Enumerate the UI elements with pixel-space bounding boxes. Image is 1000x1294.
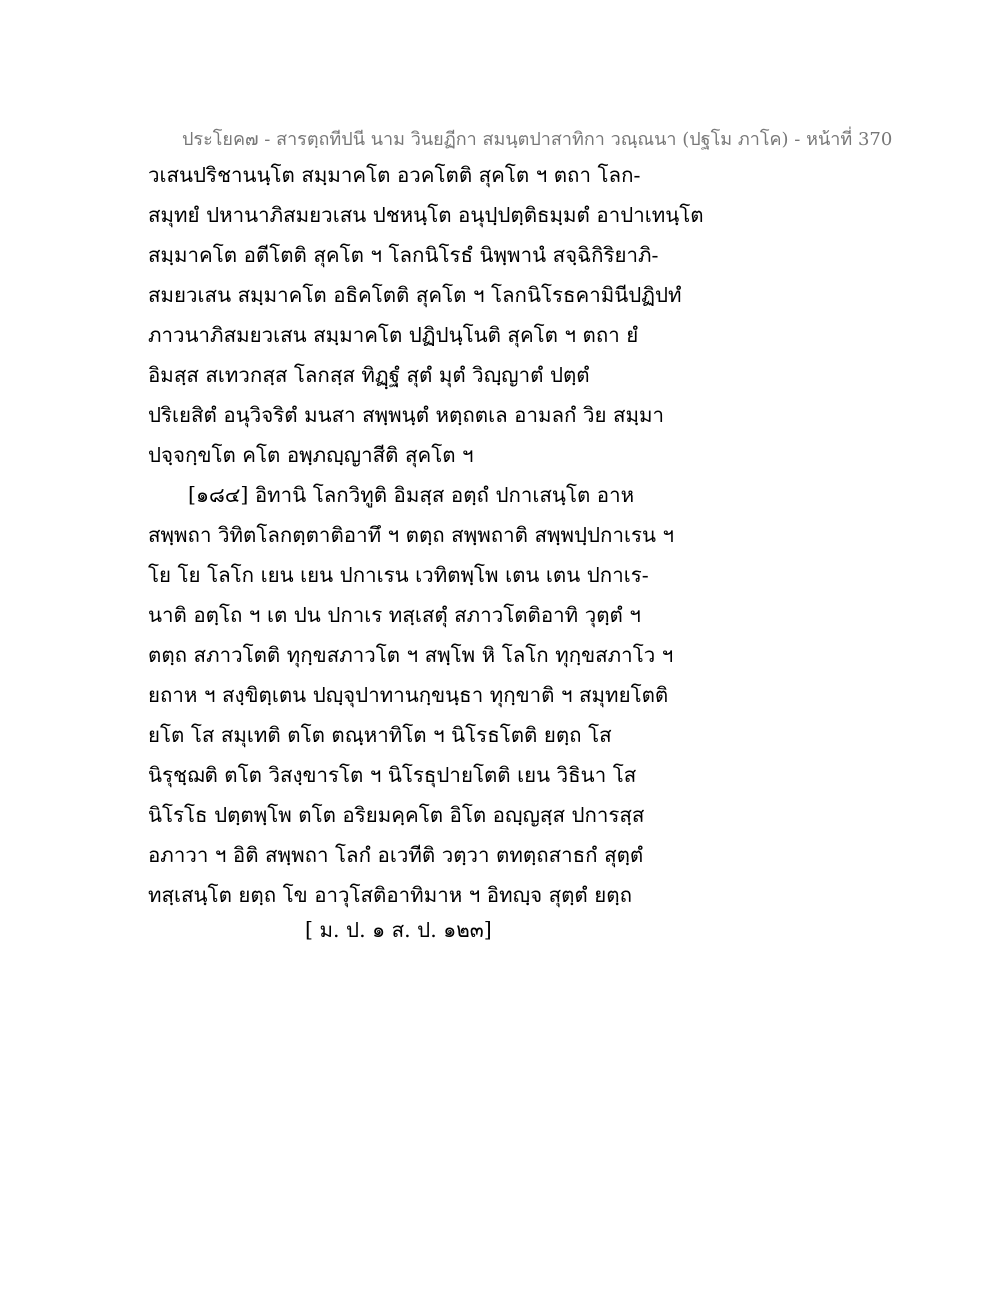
text-line: นิโรโธ ปตฺตพฺโพ ตโต อริยมคฺคโต อิโต อญฺญสฺส ปการสฺส <box>148 803 645 827</box>
text-line: อิมสฺส สเทวกสฺส โลกสฺส ทิฏฺฐํ สุตํ มุตํ วิญฺญาตํ ปตฺตํ <box>148 363 590 387</box>
text-line: ปจฺจกฺขโต คโต อพฺภญฺญาสีติ สุคโต ฯ <box>148 443 474 467</box>
text-line: สมุทยํ ปหานาภิสมยวเสน ปชหนฺโต อนุปฺปตฺติธมฺมตํ อาปาเทนฺโต <box>148 203 704 227</box>
text-line: ทสฺเสนฺโต ยตฺถ โข อาวุโสติอาทิมาห ฯ อิทญฺจ สุตฺตํ ยตฺถ <box>148 883 632 907</box>
reference-citation: [ ม. ป. ๑ ส. ป. ๑๒๓] <box>305 918 492 942</box>
text-line: นาติ อตฺโถ ฯ เต ปน ปกาเร ทสฺเสตุํ สภาวโตติอาทิ วุตฺตํ ฯ <box>148 603 641 627</box>
text-line: สพฺพถา วิทิตโลกตฺตาติอาทึ ฯ ตตฺถ สพฺพถาติ สพฺพปฺปกาเรน ฯ <box>148 523 675 547</box>
text-line: สมยวเสน สมฺมาคโต อธิคโตติ สุคโต ฯ โลกนิโรธคามินีปฏิปทํ <box>148 283 682 307</box>
paragraph-start-line: [๑๘๔] อิทานิ โลกวิทูติ อิมสฺส อตฺถํ ปกาเสนฺโต อาห <box>188 483 635 507</box>
text-line: ปริเยสิตํ อนุวิจริตํ มนสา สพฺพนฺตํ หตฺถตเล อามลกํ วิย สมฺมา <box>148 403 665 427</box>
text-line: อภาวา ฯ อิติ สพฺพถา โลกํ อเวทีติ วตฺวา ตทตฺถสาธกํ สุตฺตํ <box>148 843 644 867</box>
text-line: ภาวนาภิสมยวเสน สมฺมาคโต ปฏิปนฺโนติ สุคโต ฯ ตถา ยํ <box>148 323 639 347</box>
text-line: ยโต โส สมุเทติ ตโต ตณฺหาทิโต ฯ นิโรธโตติ ยตฺถ โส <box>148 723 612 747</box>
text-line: ตตฺถ สภาวโตติ ทุกฺขสภาวโต ฯ สพฺโพ หิ โลโก ทุกฺขสภาโว ฯ <box>148 643 674 667</box>
text-line: วเสนปริชานนฺโต สมฺมาคโต อวคโตติ สุคโต ฯ ตถา โลก- <box>148 163 641 187</box>
running-header: ประโยค๗ - สารตฺถทีปนี นาม วินยฏีกา สมนฺตปาสาทิกา วณฺณนา (ปฐโม ภาโค) - หน้าที่ 370 <box>182 129 893 150</box>
text-line: ยถาห ฯ สงฺขิตฺเตน ปญฺจุปาทานกฺขนฺธา ทุกฺขาติ ฯ สมุทยโตติ <box>148 683 669 707</box>
text-line: นิรุชฺฌติ ตโต วิสงฺขารโต ฯ นิโรธุปายโตติ เยน วิธินา โส <box>148 763 637 787</box>
body-text <box>148 155 704 915</box>
text-line: สมฺมาคโต อตีโตติ สุคโต ฯ โลกนิโรธํ นิพฺพานํ สจฺฉิกิริยาภิ- <box>148 243 659 267</box>
text-line: โย โย โลโก เยน เยน ปกาเรน เวทิตพฺโพ เตน เตน ปกาเร- <box>148 563 649 587</box>
